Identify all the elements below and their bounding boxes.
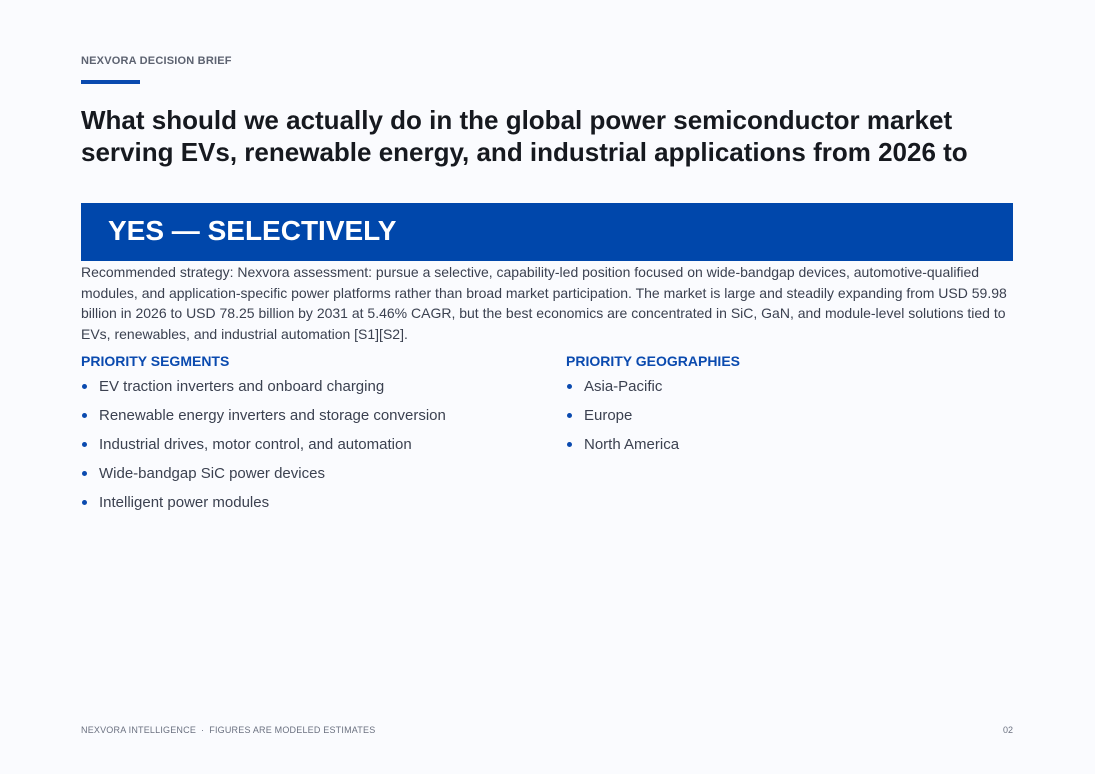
bullet-dot-icon — [567, 413, 572, 418]
list-item — [81, 378, 541, 407]
list-item — [566, 378, 1006, 407]
bullet-dot-icon — [82, 471, 87, 476]
strategy-summary: Recommended strategy: Nexvora assessment: pursue a selective, capability-led position focused on wide-bandgap devices, automotive-qualified modules, and application-specific power platforms rather than broad market participation. The market is large and steadily expanding from USD 59.98 billion in 2026 to USD 78.25 billion by 2031 at 5.46% CAGR, but the best economics are concentrated in SiC, GaN, and module-level solutions tied to EVs, renewables, and industrial automation [S1][S2]. — [81, 264, 1007, 342]
list-item — [81, 494, 541, 523]
priority-geographies-heading: PRIORITY GEOGRAPHIES — [566, 353, 740, 369]
footer-brand: NEXVORA INTELLIGENCE — [81, 725, 197, 735]
list-item — [566, 436, 1006, 465]
bullet-dot-icon — [82, 384, 87, 389]
segment-label: EV traction inverters and onboard charging — [99, 378, 385, 395]
segment-label: Renewable energy inverters and storage conversion — [99, 407, 446, 424]
bullet-dot-icon — [82, 500, 87, 505]
list-item — [566, 407, 1006, 436]
verdict-label: YES — SELECTIVELY — [108, 215, 397, 246]
bullet-dot-icon — [567, 384, 572, 389]
segment-label: Wide-bandgap SiC power devices — [99, 465, 325, 482]
verdict-banner — [81, 203, 1013, 261]
priority-geographies-list — [566, 378, 1006, 465]
priority-segments-section — [81, 352, 541, 523]
priority-geographies-section — [566, 352, 1006, 465]
priority-segments-heading: PRIORITY SEGMENTS — [81, 353, 230, 369]
page-number: 02 — [1002, 725, 1013, 735]
geography-label: North America — [584, 436, 680, 453]
segment-label: Intelligent power modules — [99, 494, 270, 511]
page-title: What should we actually do in the global power semiconductor market serving EVs, renewable energy, and industrial applications from 2026 to — [81, 105, 968, 167]
footer-note — [81, 725, 375, 735]
priority-segments-list — [81, 378, 541, 523]
footer-separator: · — [201, 725, 205, 735]
accent-rule — [81, 80, 140, 84]
segment-label: Industrial drives, motor control, and automation — [99, 436, 412, 453]
geography-label: Asia-Pacific — [584, 378, 663, 395]
bullet-dot-icon — [82, 413, 87, 418]
geography-label: Europe — [584, 407, 633, 424]
brief-eyebrow: NEXVORA DECISION BRIEF — [81, 55, 232, 67]
list-item — [81, 436, 541, 465]
footer-disclaimer: FIGURES ARE MODELED ESTIMATES — [209, 725, 376, 735]
list-item — [81, 407, 541, 436]
bullet-dot-icon — [82, 442, 87, 447]
list-item — [81, 465, 541, 494]
bullet-dot-icon — [567, 442, 572, 447]
